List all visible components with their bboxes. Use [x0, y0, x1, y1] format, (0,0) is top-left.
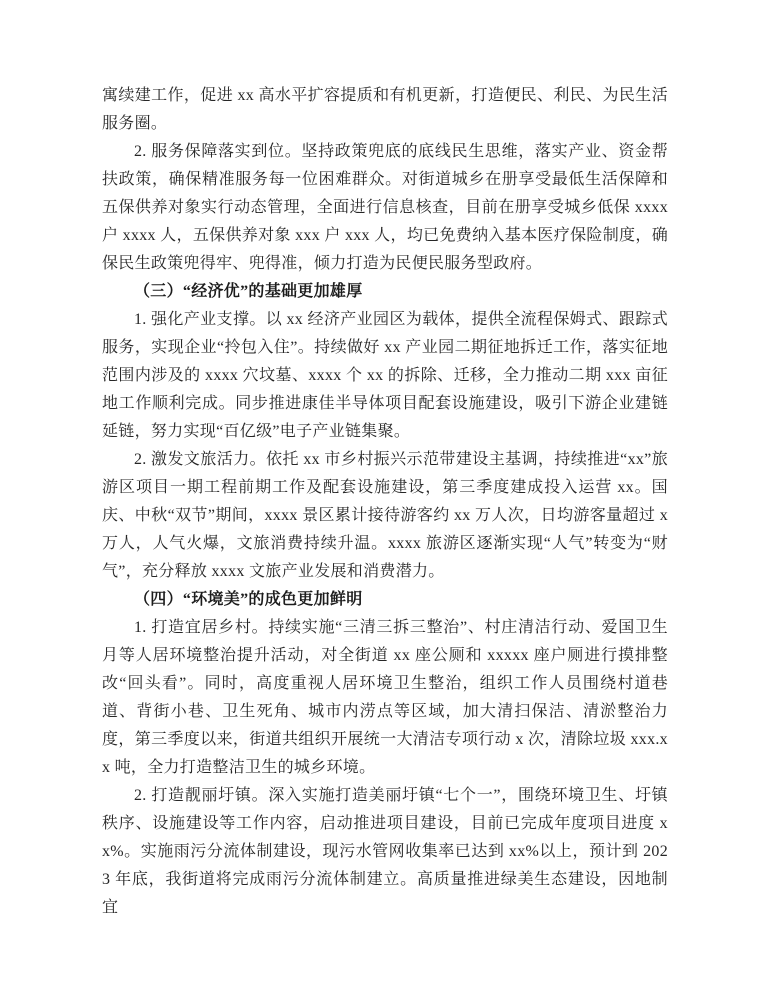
- section-heading-environment: （四）“环境美”的成色更加鲜明: [134, 591, 363, 608]
- paragraph-continuation: 寓续建工作，促进 xx 高水平扩容提质和有机更新，打造便民、利民、为民生活服务圈。: [102, 87, 668, 132]
- paragraph-beautiful-town: 2. 打造靓丽圩镇。深入实施打造美丽圩镇“七个一”，围绕环境卫生、圩镇秩序、设施建设等工作内容，启动推进项目建设，目前已完成年度项目进度 xx%。实施雨污分流体制建设，现污水管网收集率已达到 xx%以上，预计到 2023 年底，我街道将完成雨污分流体制建立。高质量推进绿美生态建设，因地制宜: [102, 787, 668, 916]
- paragraph-industry-support: 1. 强化产业支撑。以 xx 经济产业园区为载体，提供全流程保姆式、跟踪式服务，实现企业“拎包入住”。持续做好 xx 产业园二期征地拆迁工作，落实征地范围内涉及的 xxxx 穴坟墓、xxxx 个 xx 的拆除、迁移，全力推动二期 xxx 亩征地工作顺利完成。同步推进康佳半导体项目配套设施建设，吸引下游企业建链延链，努力实现“百亿级”电子产业链集聚。: [102, 311, 668, 440]
- paragraph-livable-village: 1. 打造宜居乡村。持续实施“三清三拆三整治”、村庄清洁行动、爱国卫生月等人居环境整治提升活动，对全街道 xx 座公厕和 xxxxx 座户厕进行摸排整改“回头看”。同时，高度重视人居环境卫生整治，组织工作人员围绕村道巷道、背街小巷、卫生死角、城市内涝点等区域，加大清扫保洁、清淤整治力度，第三季度以来，街道共组织开展统一大清洁专项行动 x 次，清除垃圾 xxx.xx 吨，全力打造整洁卫生的城乡环境。: [102, 619, 668, 776]
- section-heading-economy: （三）“经济优”的基础更加雄厚: [134, 283, 363, 300]
- paragraph-service-guarantee: 2. 服务保障落实到位。坚持政策兜底的底线民生思维，落实产业、资金帮扶政策，确保精准服务每一位困难群众。对街道城乡在册享受最低生活保障和五保供养对象实行动态管理，全面进行信息核查，目前在册享受城乡低保 xxxx 户 xxxx 人，五保供养对象 xxx 户 xxx 人，均已免费纳入基本医疗保险制度，确保民生政策兜得牢、兜得准，倾力打造为民便民服务型政府。: [102, 143, 668, 272]
- paragraph-culture-tourism: 2. 激发文旅活力。依托 xx 市乡村振兴示范带建设主基调，持续推进“xx”旅游区项目一期工程前期工作及配套设施建设，第三季度建成投入运营 xx。国庆、中秋“双节”期间，xxxx 景区累计接待游客约 xx 万人次，日均游客量超过 x 万人，人气火爆，文旅消费持续升温。xxxx 旅游区逐渐实现“人气”转变为“财气”，充分释放 xxxx 文旅产业发展和消费潜力。: [102, 451, 668, 580]
